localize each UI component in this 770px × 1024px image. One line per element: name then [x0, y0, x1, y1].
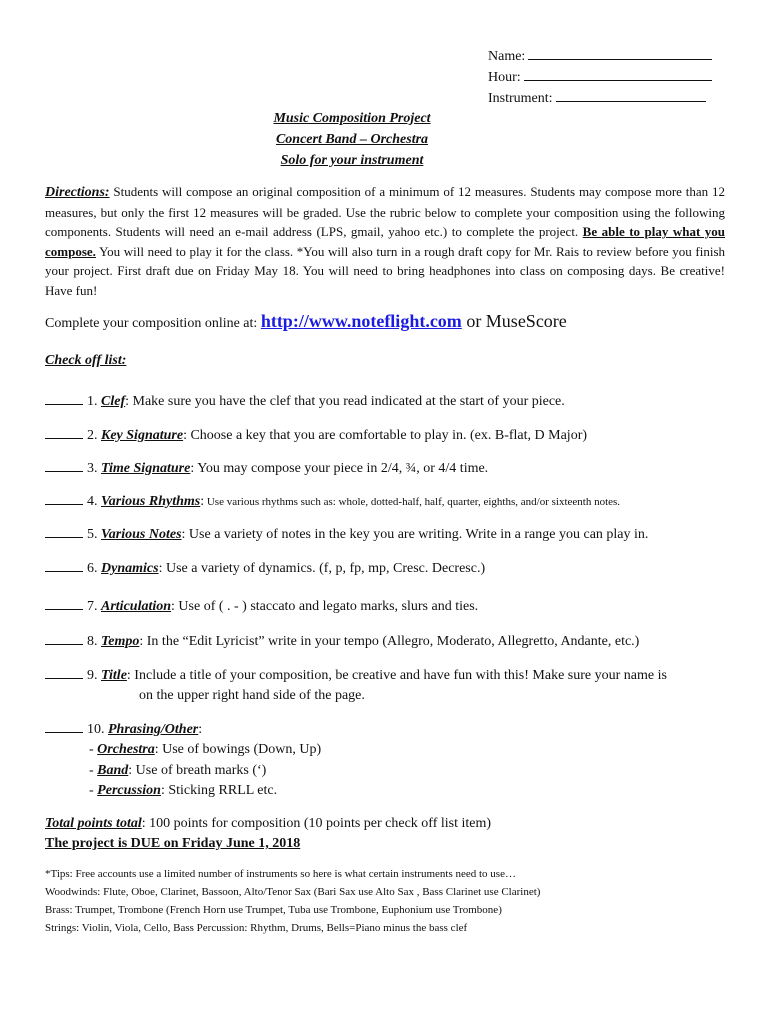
checkbox-blank[interactable] — [45, 633, 83, 645]
checklist-item-time-signature: 3. Time Signature: You may compose your piece in 2/4, ¾, or 4/4 time. — [45, 459, 488, 479]
directions-text-1: Students will compose an original composition of a minimum of 12 measures. Students may compose more than 12 measures, but only the first 12 measures will be graded. Use the rubric below to complete your composition using the following components. Students will need an e-mail address (LPS, gmail, yahoo etc.) to complete the project. — [45, 184, 725, 240]
instrument-blank — [556, 88, 706, 102]
subitem-percussion: - Percussion: Sticking RRLL etc. — [89, 783, 278, 798]
online-suffix: or MuseScore — [461, 311, 567, 331]
directions-label: Directions: — [45, 185, 110, 200]
checklist-title: Check off list: — [45, 353, 127, 368]
name-blank — [528, 46, 712, 60]
directions-paragraph — [45, 182, 725, 301]
checkbox-blank[interactable] — [45, 598, 83, 610]
checkbox-blank[interactable] — [45, 721, 83, 733]
tips-woodwinds: Woodwinds: Flute, Oboe, Clarinet, Bassoon, Alto/Tenor Sax (Bari Sax use Alto Sax , Bass Clarinet use Clarinet) — [45, 886, 541, 898]
title-line-3: Solo for your instrument — [280, 153, 424, 168]
checkbox-blank[interactable] — [45, 667, 83, 679]
noteflight-link[interactable]: http://www.noteflight.com — [260, 311, 462, 331]
title-line-2: Concert Band – Orchestra — [275, 132, 429, 147]
subitem-band: - Band: Use of breath marks (‘) — [89, 763, 267, 778]
instrument-label: Instrument: — [488, 91, 553, 106]
hour-label: Hour: — [488, 70, 521, 85]
due-date: The project is DUE on Friday June 1, 2018 — [45, 836, 301, 851]
checklist-item-title-continued: on the upper right hand side of the page. — [139, 688, 365, 703]
checklist-item-phrasing: 10. Phrasing/Other: — [45, 720, 202, 740]
subitem-orchestra: - Orchestra: Use of bowings (Down, Up) — [89, 742, 322, 757]
hour-field — [488, 67, 712, 88]
tips-line-1: *Tips: Free accounts use a limited number of instruments so here is what certain instruments need to use… — [45, 868, 516, 880]
checklist-item-title: 9. Title: Include a title of your composition, be creative and have fun with this! Make sure your name is — [45, 666, 667, 686]
checklist-item-dynamics: 6. Dynamics: Use a variety of dynamics. (f, p, fp, mp, Cresc. Decresc.) — [45, 559, 485, 579]
tips-brass: Brass: Trumpet, Trombone (French Horn use Trumpet, Tuba use Trombone, Euphonium use Trombone) — [45, 904, 502, 916]
checklist-item-tempo: 8. Tempo: In the “Edit Lyricist” write in your tempo (Allegro, Moderato, Allegretto, Andante, etc.) — [45, 632, 639, 652]
name-field — [488, 46, 712, 67]
checklist-item-clef: 1. Clef: Make sure you have the clef that you read indicated at the start of your piece. — [45, 392, 565, 412]
directions-emphasis: Be able to play what you compose. — [45, 224, 725, 259]
checklist-item-various-rhythms: 4. Various Rhythms: Use various rhythms such as: whole, dotted-half, half, quarter, eighths, and/or sixteenth notes. — [45, 492, 620, 512]
checkbox-blank[interactable] — [45, 393, 83, 405]
checklist-item-key-signature: 2. Key Signature: Choose a key that you are comfortable to play in. (ex. B-flat, D Major) — [45, 426, 587, 446]
total-points: Total points total: 100 points for composition (10 points per check off list item) — [45, 816, 492, 831]
checklist-item-various-notes: 5. Various Notes: Use a variety of notes in the key you are writing. Write in a range you can play in. — [45, 525, 648, 545]
checkbox-blank[interactable] — [45, 560, 83, 572]
instrument-field — [488, 88, 706, 109]
hour-blank — [524, 67, 712, 81]
online-line — [45, 311, 567, 332]
checkbox-blank[interactable] — [45, 460, 83, 472]
title-line-1: Music Composition Project — [273, 111, 431, 126]
checkbox-blank[interactable] — [45, 526, 83, 538]
checkbox-blank[interactable] — [45, 493, 83, 505]
tips-strings: Strings: Violin, Viola, Cello, Bass Percussion: Rhythm, Drums, Bells=Piano minus the bass clef — [45, 922, 468, 934]
directions-text-2: You will need to play it for the class. *You will also turn in a rough draft copy for Mr. Rais to review before you finish your project. First draft due on Friday May 18. You will need to bring headphones into class on composing days. Be creative! Have fun! — [45, 243, 725, 298]
checklist-item-articulation: 7. Articulation: Use of ( . - ) staccato and legato marks, slurs and ties. — [45, 597, 478, 617]
name-label: Name: — [488, 49, 526, 64]
checkbox-blank[interactable] — [45, 427, 83, 439]
online-prefix: Complete your composition online at: — [45, 316, 261, 331]
